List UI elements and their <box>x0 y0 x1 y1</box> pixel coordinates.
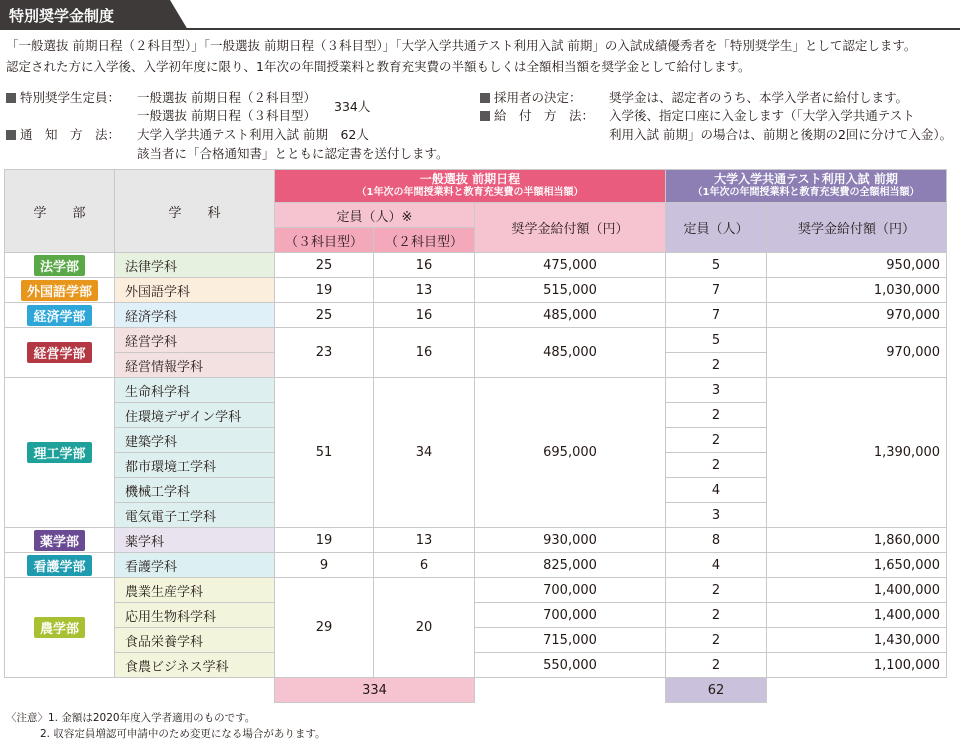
cap3-cell: 23 <box>275 328 374 378</box>
title-bar <box>0 0 960 30</box>
cap2-cell: 20 <box>374 578 475 678</box>
cap3-cell: 9 <box>275 553 374 578</box>
table-row <box>5 303 947 328</box>
total-row <box>5 678 947 703</box>
subject-cell: 都市環境工学科 <box>115 453 275 478</box>
dept-tag: 農学部 <box>34 617 85 638</box>
dept-tag: 外国語学部 <box>21 280 98 301</box>
header-common-amount: 奨学金給付額（円） <box>767 203 947 253</box>
subject-cell: 生命科学科 <box>115 378 275 403</box>
subject-cell: 応用生物科学科 <box>115 603 275 628</box>
square-bullet-icon <box>480 111 490 121</box>
notify-line-1: 大学入学共通テスト利用入試 前期 62人 <box>137 127 369 142</box>
amount-cell: 700,000 <box>475 578 666 603</box>
amount-cell: 550,000 <box>475 653 666 678</box>
subject-cell: 外国語学科 <box>115 278 275 303</box>
dept-cell <box>5 528 115 553</box>
subject-cell: 経済学科 <box>115 303 275 328</box>
cap2-cell: 16 <box>374 328 475 378</box>
header-common-capacity: 定員（人） <box>666 203 767 253</box>
common-cap-cell: 2 <box>666 628 767 653</box>
common-cap-cell: 7 <box>666 278 767 303</box>
common-amount-cell: 1,430,000 <box>767 628 947 653</box>
cap2-cell: 16 <box>374 253 475 278</box>
notify-line-2: 該当者に「合格通知書」とともに認定書を送付します。 <box>137 146 449 161</box>
common-cap-cell: 5 <box>666 328 767 353</box>
payment-line-2: 利用入試 前期」の場合は、前期と後期の2回に分けて入金）。 <box>609 127 953 142</box>
subject-cell: 薬学科 <box>115 528 275 553</box>
header-subject: 学 科 <box>115 170 275 253</box>
header-type3: （３科目型） <box>275 228 374 253</box>
cap2-cell: 34 <box>374 378 475 528</box>
subject-cell: 食農ビジネス学科 <box>115 653 275 678</box>
table-row <box>5 578 947 603</box>
common-amount-cell: 1,400,000 <box>767 578 947 603</box>
common-amount-cell: 950,000 <box>767 253 947 278</box>
amount-cell: 485,000 <box>475 328 666 378</box>
common-amount-cell: 1,100,000 <box>767 653 947 678</box>
dept-cell <box>5 578 115 678</box>
dept-tag: 薬学部 <box>34 530 85 551</box>
cap3-cell: 51 <box>275 378 374 528</box>
intro-line-2: 認定された方に入学後、入学初年度に限り、1年次の年間授業料と教育充実費の半額もしくは全額相当額を奨学金として給付します。 <box>6 59 751 74</box>
cap3-cell: 19 <box>275 528 374 553</box>
header-capacity: 定員（人）※ <box>275 203 475 228</box>
common-amount-cell: 1,650,000 <box>767 553 947 578</box>
table-row <box>5 328 947 353</box>
dept-tag: 理工学部 <box>27 442 91 463</box>
table-row <box>5 528 947 553</box>
table-row <box>5 553 947 578</box>
cap3-cell: 25 <box>275 253 374 278</box>
subject-cell: 経営学科 <box>115 328 275 353</box>
common-cap-cell: 3 <box>666 378 767 403</box>
cap2-cell: 13 <box>374 278 475 303</box>
dept-cell <box>5 328 115 378</box>
cap2-cell: 16 <box>374 303 475 328</box>
common-amount-cell: 1,400,000 <box>767 603 947 628</box>
amount-cell: 700,000 <box>475 603 666 628</box>
amount-cell: 930,000 <box>475 528 666 553</box>
scholarship-table <box>4 169 947 703</box>
capacity-label: 特別奨学生定員： <box>6 88 120 106</box>
page-title: 特別奨学金制度 <box>9 7 115 25</box>
dept-cell <box>5 303 115 328</box>
common-amount-cell: 1,860,000 <box>767 528 947 553</box>
capacity-line-1: 一般選抜 前期日程（２科目型） <box>137 90 316 105</box>
common-amount-cell: 970,000 <box>767 328 947 378</box>
table-row <box>5 378 947 403</box>
amount-cell: 825,000 <box>475 553 666 578</box>
common-cap-cell: 2 <box>666 578 767 603</box>
cap3-cell: 25 <box>275 303 374 328</box>
subject-cell: 電気電子工学科 <box>115 503 275 528</box>
dept-cell <box>5 253 115 278</box>
subject-cell: 建築学科 <box>115 428 275 453</box>
subject-cell: 食品栄養学科 <box>115 628 275 653</box>
dept-tag: 法学部 <box>34 255 85 276</box>
square-bullet-icon <box>6 130 16 140</box>
subject-cell: 住環境デザイン学科 <box>115 403 275 428</box>
subject-cell: 機械工学科 <box>115 478 275 503</box>
cap2-cell: 6 <box>374 553 475 578</box>
cap3-cell: 19 <box>275 278 374 303</box>
square-bullet-icon <box>480 93 490 103</box>
common-cap-cell: 8 <box>666 528 767 553</box>
subject-cell: 経営情報学科 <box>115 353 275 378</box>
table-row <box>5 653 947 678</box>
header-type2: （２科目型） <box>374 228 475 253</box>
capacity-value: 334人 <box>334 99 371 114</box>
dept-cell <box>5 378 115 528</box>
amount-cell: 515,000 <box>475 278 666 303</box>
note-1: 〈注意〉1. 金額は2020年度入学者適用のものです。 <box>6 712 256 724</box>
dept-cell <box>5 278 115 303</box>
subject-cell: 法律学科 <box>115 253 275 278</box>
common-cap-cell: 4 <box>666 553 767 578</box>
total-common: 62 <box>666 678 767 703</box>
total-general: 334 <box>275 678 475 703</box>
dept-tag: 看護学部 <box>27 555 91 576</box>
amount-cell: 695,000 <box>475 378 666 528</box>
common-cap-cell: 2 <box>666 453 767 478</box>
table-row <box>5 278 947 303</box>
common-cap-cell: 2 <box>666 428 767 453</box>
common-cap-cell: 2 <box>666 653 767 678</box>
amount-cell: 485,000 <box>475 303 666 328</box>
header-amount: 奨学金給付額（円） <box>475 203 666 253</box>
header-general: 一般選抜 前期日程 （1年次の年間授業料と教育充実費の半額相当額） <box>275 170 666 203</box>
payment-line-1: 入学後、指定口座に入金します（「大学入学共通テスト <box>609 108 915 123</box>
common-amount-cell: 1,030,000 <box>767 278 947 303</box>
common-amount-cell: 1,390,000 <box>767 378 947 528</box>
common-cap-cell: 7 <box>666 303 767 328</box>
cap3-cell: 29 <box>275 578 374 678</box>
common-amount-cell: 970,000 <box>767 303 947 328</box>
common-cap-cell: 5 <box>666 253 767 278</box>
dept-tag: 経済学部 <box>27 305 91 326</box>
amount-cell: 715,000 <box>475 628 666 653</box>
intro-line-1: 「一般選抜 前期日程（２科目型）」「一般選抜 前期日程（３科目型）」「大学入学共通テスト利用入試 前期」の入試成績優秀者を「特別奨学生」として認定します。 <box>6 38 917 53</box>
table-row <box>5 628 947 653</box>
table-row <box>5 253 947 278</box>
common-cap-cell: 2 <box>666 353 767 378</box>
capacity-line-2: 一般選抜 前期日程（３科目型） <box>137 108 316 123</box>
amount-cell: 475,000 <box>475 253 666 278</box>
square-bullet-icon <box>6 93 16 103</box>
table-row <box>5 603 947 628</box>
notify-label: 通 知 方 法： <box>6 125 120 143</box>
common-cap-cell: 3 <box>666 503 767 528</box>
dept-cell <box>5 553 115 578</box>
common-cap-cell: 2 <box>666 603 767 628</box>
note-2: 2. 収容定員増認可申請中のため変更になる場合があります。 <box>40 728 326 740</box>
subject-cell: 農業生産学科 <box>115 578 275 603</box>
payment-label: 給 付 方 法： <box>480 106 594 124</box>
header-department: 学 部 <box>5 170 115 253</box>
decision-text: 奨学金は、認定者のうち、本学入学者に給付します。 <box>609 90 909 105</box>
common-cap-cell: 4 <box>666 478 767 503</box>
dept-tag: 経営学部 <box>27 342 91 363</box>
common-cap-cell: 2 <box>666 403 767 428</box>
header-common: 大学入学共通テスト利用入試 前期 （1年次の年間授業料と教育充実費の全額相当額） <box>666 170 947 203</box>
decision-label: 採用者の決定： <box>480 88 582 106</box>
cap2-cell: 13 <box>374 528 475 553</box>
subject-cell: 看護学科 <box>115 553 275 578</box>
